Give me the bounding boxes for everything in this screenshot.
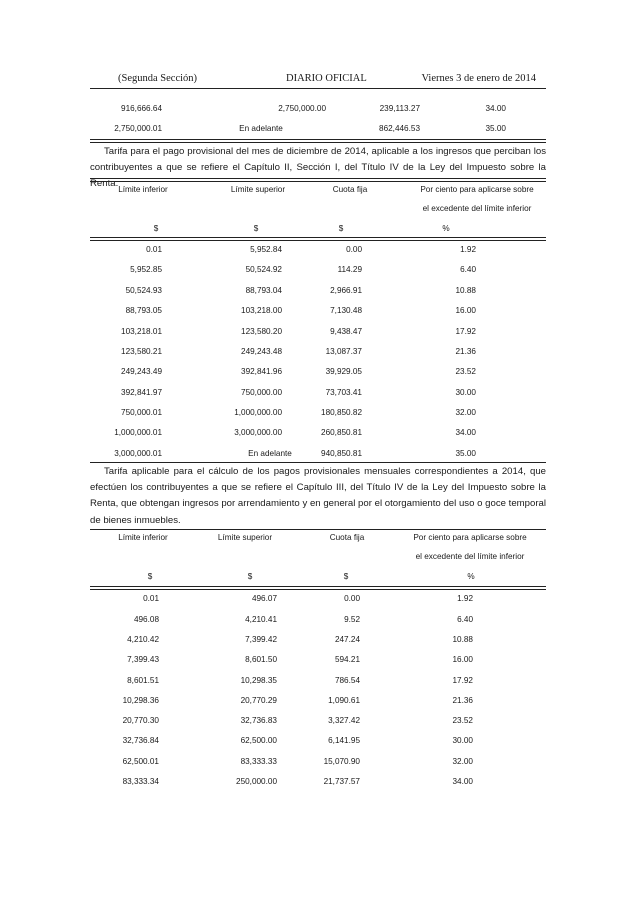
- header-journal: DIARIO OFICIAL: [286, 73, 367, 84]
- header-rule: [90, 88, 546, 89]
- table3-rule: [90, 586, 546, 587]
- table3-rule: [90, 589, 546, 590]
- table3-rule: [90, 529, 546, 530]
- table3-header: Límite inferior Límite superior Cuota fija Por ciento para aplicarse sobre el excedente del límite inferior: [118, 533, 527, 561]
- table-row: 249,243.49 392,841.96 39,929.05 23.52: [121, 367, 476, 376]
- table-row: 32,736.84 62,500.00 6,141.95 30.00: [122, 736, 473, 745]
- header-date: Viernes 3 de enero de 2014: [421, 73, 536, 84]
- table2-header: Límite inferior Límite superior Cuota fija Por ciento para aplicarse sobre el excedente del límite inferior: [118, 185, 534, 213]
- table-row: 0.01 5,952.84 0.00 1.92: [146, 245, 476, 254]
- table-row: 496.08 4,210.41 9.52 6.40: [133, 615, 473, 624]
- table-row: 750,000.01 1,000,000.00 180,850.82 32.00: [121, 408, 476, 417]
- table-row: 83,333.34 250,000.00 21,737.57 34.00: [122, 777, 473, 786]
- table-row: 3,000,000.01 En adelante 940,850.81 35.00: [114, 449, 476, 458]
- table-row: 2,750,000.01 En adelante 862,446.53 35.00: [114, 124, 506, 133]
- table-row: 392,841.97 750,000.00 73,703.41 30.00: [121, 388, 476, 397]
- table-row: 50,524.93 88,793.04 2,966.91 10.88: [125, 286, 476, 295]
- table2-rule: [90, 181, 546, 182]
- table-row: 4,210.42 7,399.42 247.24 10.88: [127, 635, 473, 644]
- table-row: 7,399.43 8,601.50 594.21 16.00: [127, 655, 473, 664]
- table3-units: $ $ $ %: [147, 572, 475, 581]
- header-section: (Segunda Sección): [118, 73, 198, 84]
- paragraph-2: Tarifa aplicable para el cálculo de los pagos provisionales mensuales correspondientes a 2014, que efectúen los contribuyentes a que se refiere el Capítulo III, del Título IV de la Ley del Impuesto sobre la Renta, que obtengan ingresos por arrendamiento y en general por el otorgamiento del uso o goce temporal de bienes inmuebles.: [90, 466, 546, 526]
- table-row: 10,298.36 20,770.29 1,090.61 21.36: [122, 696, 473, 705]
- table2-units: $ $ $ %: [153, 224, 450, 233]
- table-row: 1,000,000.01 3,000,000.00 260,850.81 34.00: [114, 428, 476, 437]
- table-row: 916,666.64 2,750,000.00 239,113.27 34.00: [121, 104, 506, 113]
- table-row: 62,500.01 83,333.33 15,070.90 32.00: [122, 757, 473, 766]
- table-row: 5,952.85 50,524.92 114.29 6.40: [130, 265, 476, 274]
- table-row: 123,580.21 249,243.48 13,087.37 21.36: [121, 347, 476, 356]
- table2-rule: [90, 240, 546, 241]
- table-row: 20,770.30 32,736.83 3,327.42 23.52: [122, 716, 473, 725]
- table-row: 103,218.01 123,580.20 9,438.47 17.92: [121, 327, 476, 336]
- table-row: 8,601.51 10,298.35 786.54 17.92: [127, 676, 473, 685]
- table2-rule: [90, 462, 546, 463]
- table-row: 0.01 496.07 0.00 1.92: [143, 594, 473, 603]
- table2-rule: [90, 178, 546, 179]
- table-row: 88,793.05 103,218.00 7,130.48 16.00: [125, 306, 476, 315]
- paragraph-1: Tarifa para el pago provisional del mes de diciembre de 2014, aplicable a los ingresos que perciban los contribuyentes a que se refiere el Capítulo II, Sección I, del Título IV de la Ley del Impuesto sobre la Renta.: [90, 146, 546, 190]
- table-top-rule: [90, 139, 546, 140]
- page-header: [90, 73, 546, 87]
- table2-rule: [90, 237, 546, 238]
- table-top-rule: [90, 142, 546, 143]
